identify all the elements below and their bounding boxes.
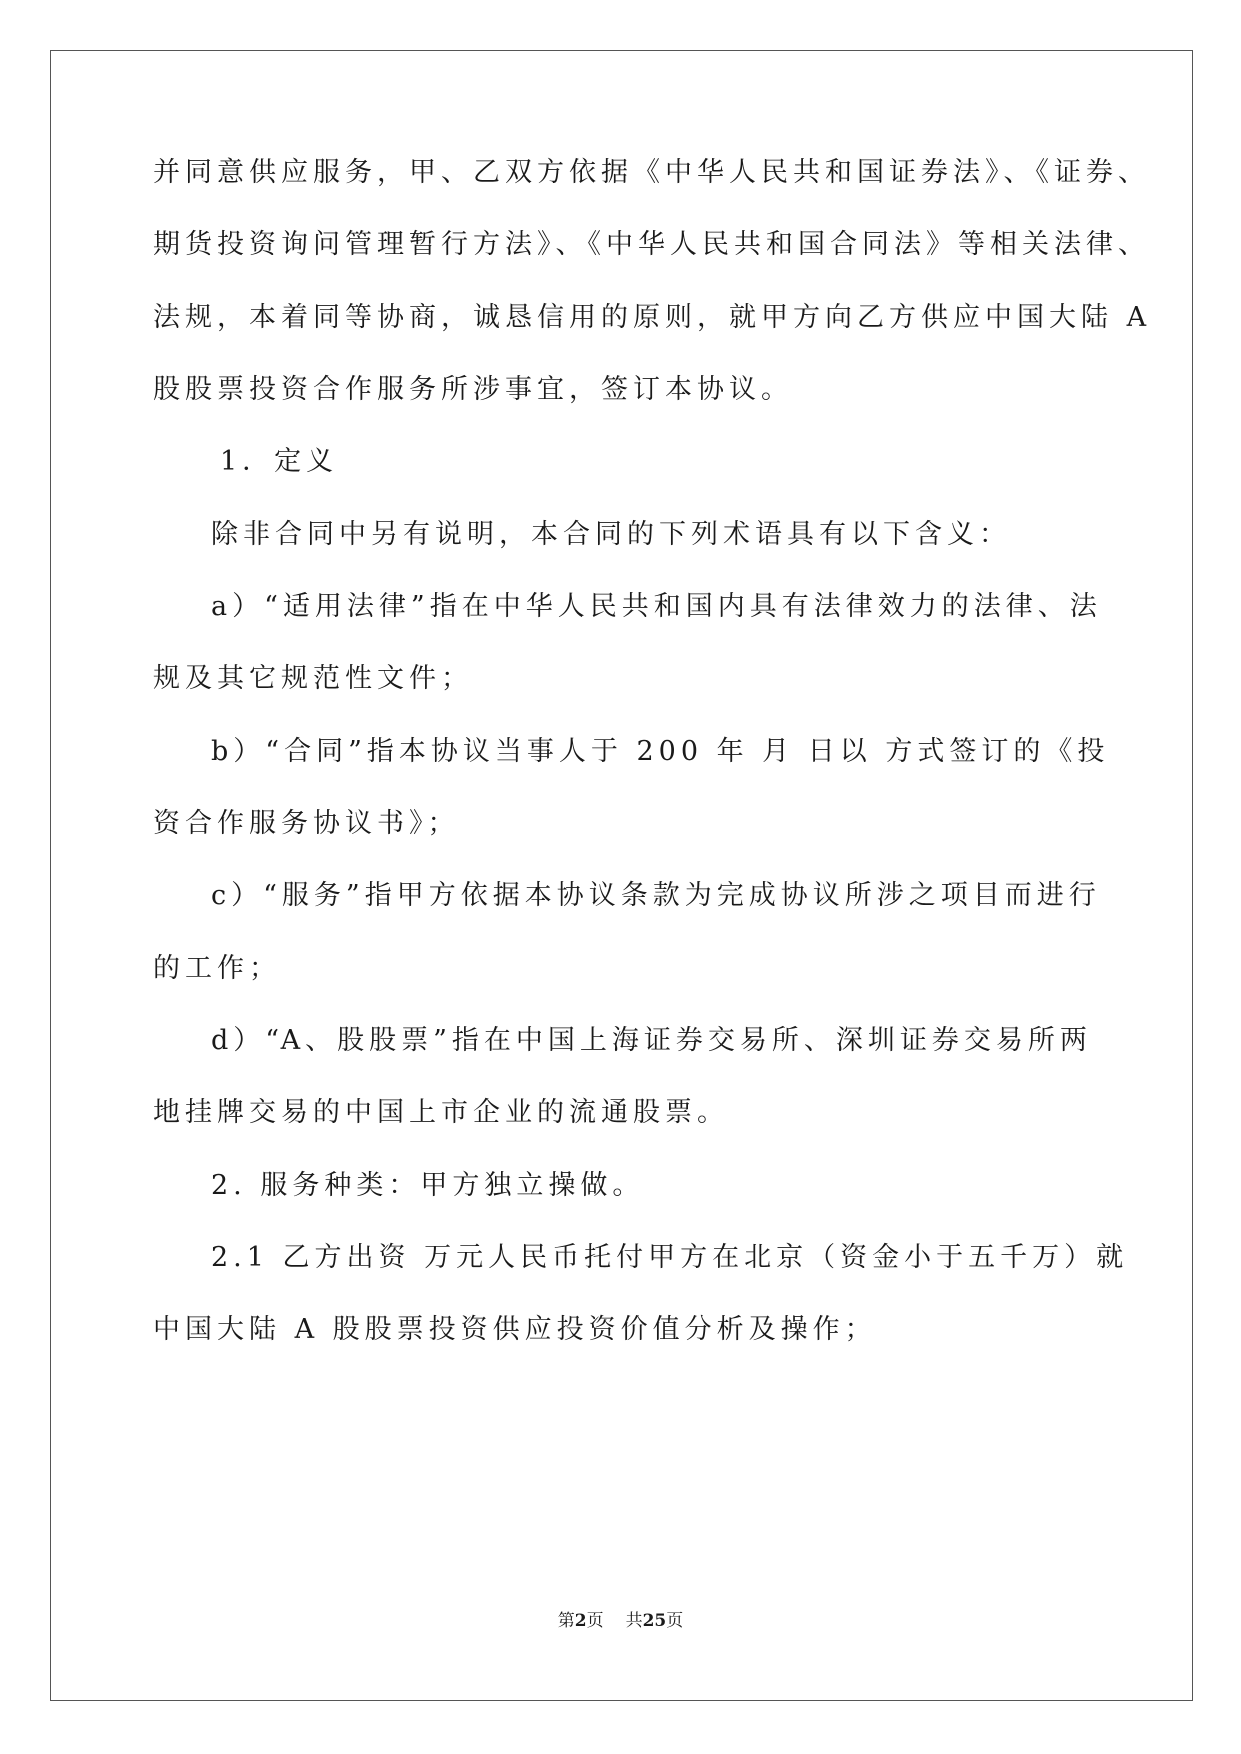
definition-d-line-2: 地挂牌交易的中国上市企业的流通股票。 [153,1097,729,1128]
page-border [50,50,1193,1701]
body-line-6: 除非合同中另有说明，本合同的下列术语具有以下含义： [211,519,1011,550]
definition-d-line-1: d）“A、股股票”指在中国上海证券交易所、深圳证券交易所两 [211,1025,1092,1056]
definition-c-line-2: 的工作； [153,953,281,984]
definition-a-line-1: a）“适用法律”指在中华人民共和国内具有法律效力的法律、法 [211,591,1102,622]
page-prefix: 第 [557,1611,575,1631]
definition-b-line-2: 资合作服务协议书》； [153,808,460,839]
total-pages: 25 [642,1611,667,1631]
body-line-4: 股股票投资合作服务所涉事宜，签订本协议。 [153,374,793,405]
section-heading-service-type: 2. 服务种类：甲方独立操做。 [211,1170,645,1201]
total-suffix: 页 [666,1611,684,1631]
total-prefix: 共 [625,1611,643,1631]
section-heading-definitions: 1．定义 [220,446,339,477]
page-number: 2 [574,1611,587,1631]
clause-2-1-line-2: 中国大陆 A 股股票投资供应投资价值分析及操作； [153,1314,877,1345]
body-line-2: 期货投资询问管理暂行方法》、《中华人民共和国合同法》等相关法律、 [153,229,1150,260]
clause-2-1-line-1: 2.1 乙方出资 万元人民币托付甲方在北京（资金小于五千万）就 [211,1242,1129,1273]
definition-c-line-1: c）“服务”指甲方依据本协议条款为完成协议所涉之项目而进行 [211,880,1101,911]
definition-b-line-1: b）“合同”指本协议当事人于 200 年 月 日以 方式签订的《投 [211,736,1110,767]
page-footer [0,1609,1241,1633]
body-line-3: 法规，本着同等协商，诚恳信用的原则，就甲方向乙方供应中国大陆 A [153,302,1152,333]
body-line-1: 并同意供应服务，甲、乙双方依据《中华人民共和国证券法》、《证券、 [153,157,1150,188]
definition-a-line-2: 规及其它规范性文件； [153,663,473,694]
page-suffix: 页 [586,1611,604,1631]
